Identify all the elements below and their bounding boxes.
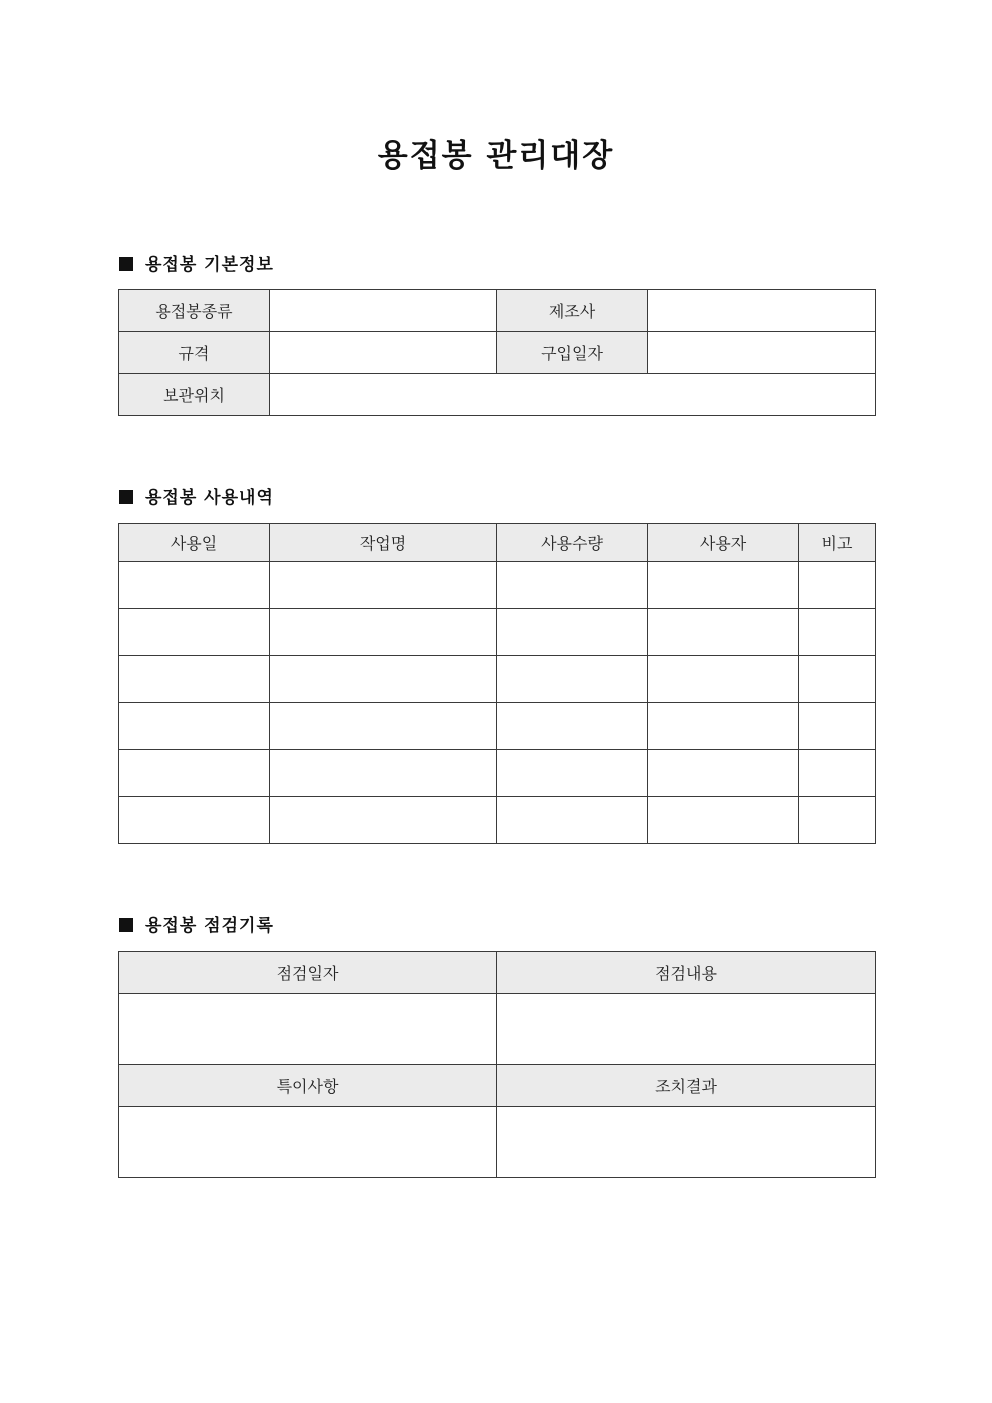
user-cell[interactable]	[648, 609, 799, 656]
manufacturer-field[interactable]	[648, 290, 876, 332]
usage-date-header: 사용일	[119, 524, 270, 562]
table-row	[119, 1107, 876, 1178]
table-row	[119, 703, 876, 750]
job-name-cell[interactable]	[270, 562, 497, 609]
job-name-cell[interactable]	[270, 656, 497, 703]
note-cell[interactable]	[799, 750, 876, 797]
usage-quantity-cell[interactable]	[497, 656, 648, 703]
remarks-label: 특이사항	[119, 1065, 497, 1107]
usage-date-cell[interactable]	[119, 562, 270, 609]
manufacturer-label: 제조사	[497, 290, 648, 332]
table-row	[119, 290, 876, 332]
spec-field[interactable]	[270, 332, 497, 374]
usage-quantity-cell[interactable]	[497, 703, 648, 750]
usage-history-heading	[119, 486, 274, 510]
table-row	[119, 750, 876, 797]
note-cell[interactable]	[799, 797, 876, 844]
inspection-date-label: 점검일자	[119, 952, 497, 994]
remarks-field[interactable]	[119, 1107, 497, 1178]
user-cell[interactable]	[648, 750, 799, 797]
inspection-record-table	[118, 951, 876, 1178]
job-name-cell[interactable]	[270, 609, 497, 656]
action-result-label: 조치결과	[497, 1065, 876, 1107]
welding-rod-type-field[interactable]	[270, 290, 497, 332]
square-bullet-icon	[119, 490, 133, 504]
inspection-date-field[interactable]	[119, 994, 497, 1065]
table-header-row	[119, 952, 876, 994]
table-row	[119, 994, 876, 1065]
table-header-row	[119, 1065, 876, 1107]
storage-location-label: 보관위치	[119, 374, 270, 416]
user-header: 사용자	[648, 524, 799, 562]
note-cell[interactable]	[799, 656, 876, 703]
inspection-content-field[interactable]	[497, 994, 876, 1065]
inspection-content-label: 점검내용	[497, 952, 876, 994]
table-row	[119, 374, 876, 416]
job-name-cell[interactable]	[270, 750, 497, 797]
basic-info-heading	[119, 253, 274, 277]
user-cell[interactable]	[648, 703, 799, 750]
user-cell[interactable]	[648, 656, 799, 703]
usage-quantity-cell[interactable]	[497, 609, 648, 656]
basic-info-table	[118, 289, 876, 416]
usage-quantity-cell[interactable]	[497, 562, 648, 609]
inspection-record-heading-text: 용접봉 점검기록	[145, 916, 274, 936]
note-cell[interactable]	[799, 703, 876, 750]
usage-date-cell[interactable]	[119, 656, 270, 703]
note-header: 비고	[799, 524, 876, 562]
welding-rod-type-label: 용접봉종류	[119, 290, 270, 332]
square-bullet-icon	[119, 257, 133, 271]
table-row	[119, 562, 876, 609]
table-row	[119, 332, 876, 374]
usage-quantity-cell[interactable]	[497, 797, 648, 844]
note-cell[interactable]	[799, 609, 876, 656]
usage-date-cell[interactable]	[119, 797, 270, 844]
note-cell[interactable]	[799, 562, 876, 609]
job-name-cell[interactable]	[270, 703, 497, 750]
page-title: 용접봉 관리대장	[377, 138, 615, 174]
table-row	[119, 797, 876, 844]
table-row	[119, 609, 876, 656]
storage-location-field[interactable]	[270, 374, 876, 416]
purchase-date-field[interactable]	[648, 332, 876, 374]
usage-quantity-header: 사용수량	[497, 524, 648, 562]
usage-quantity-cell[interactable]	[497, 750, 648, 797]
basic-info-heading-text: 용접봉 기본정보	[145, 255, 274, 275]
usage-date-cell[interactable]	[119, 703, 270, 750]
usage-date-cell[interactable]	[119, 750, 270, 797]
spec-label: 규격	[119, 332, 270, 374]
user-cell[interactable]	[648, 797, 799, 844]
job-name-header: 작업명	[270, 524, 497, 562]
user-cell[interactable]	[648, 562, 799, 609]
usage-date-cell[interactable]	[119, 609, 270, 656]
usage-history-heading-text: 용접봉 사용내역	[145, 488, 274, 508]
square-bullet-icon	[119, 918, 133, 932]
table-header-row	[119, 524, 876, 562]
purchase-date-label: 구입일자	[497, 332, 648, 374]
job-name-cell[interactable]	[270, 797, 497, 844]
usage-history-table	[118, 523, 876, 844]
table-row	[119, 656, 876, 703]
inspection-record-heading	[119, 914, 274, 938]
action-result-field[interactable]	[497, 1107, 876, 1178]
